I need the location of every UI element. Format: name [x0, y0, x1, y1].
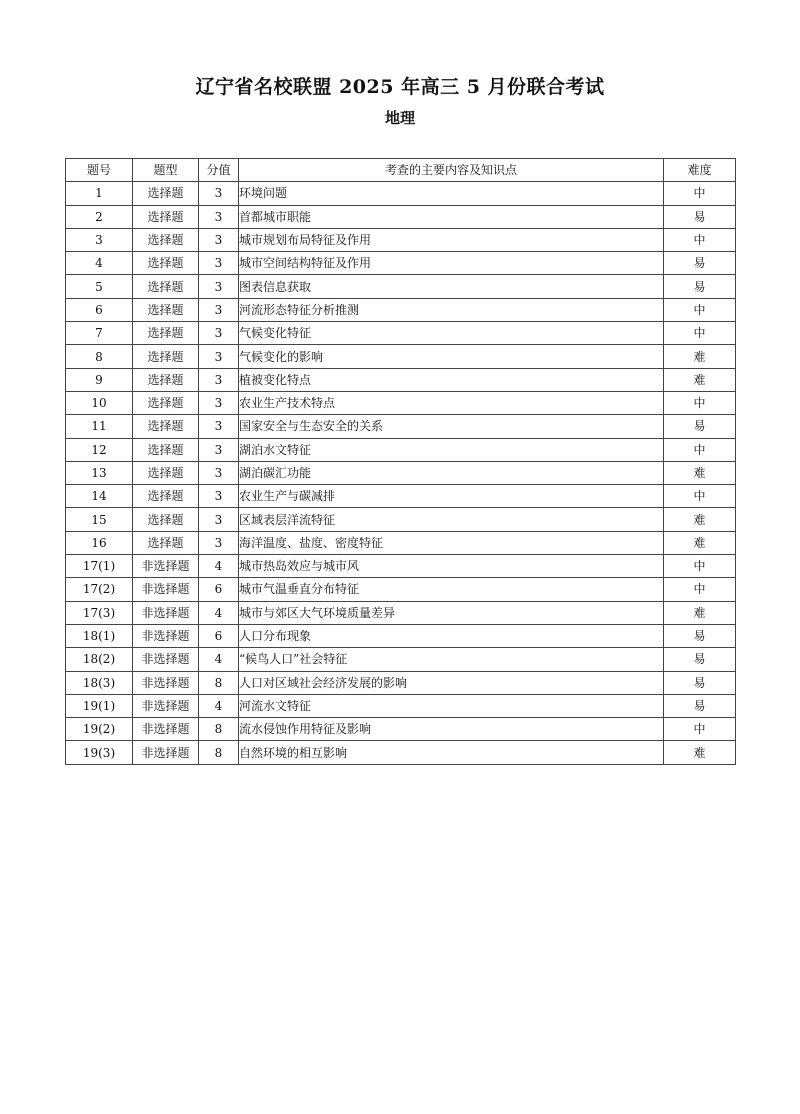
cell-difficulty: 易: [664, 671, 736, 694]
cell-number: 4: [66, 252, 133, 275]
cell-content: 城市与郊区大气环境质量差异: [239, 601, 664, 624]
cell-difficulty: 中: [664, 391, 736, 414]
header-type: 题型: [133, 159, 199, 182]
table-row: [66, 275, 736, 298]
cell-content: 图表信息获取: [239, 275, 664, 298]
cell-type: 选择题: [133, 228, 199, 251]
cell-difficulty: 中: [664, 578, 736, 601]
cell-type: 非选择题: [133, 601, 199, 624]
table-row: [66, 694, 736, 717]
cell-score: 3: [199, 438, 239, 461]
header-score: 分值: [199, 159, 239, 182]
cell-number: 13: [66, 461, 133, 484]
cell-score: 4: [199, 648, 239, 671]
cell-number: 18(2): [66, 648, 133, 671]
cell-type: 选择题: [133, 531, 199, 554]
cell-type: 非选择题: [133, 648, 199, 671]
cell-number: 17(3): [66, 601, 133, 624]
cell-type: 非选择题: [133, 694, 199, 717]
cell-type: 选择题: [133, 252, 199, 275]
cell-number: 2: [66, 205, 133, 228]
cell-type: 选择题: [133, 485, 199, 508]
cell-difficulty: 难: [664, 531, 736, 554]
table-row: [66, 252, 736, 275]
cell-score: 8: [199, 718, 239, 741]
cell-score: 4: [199, 601, 239, 624]
cell-number: 7: [66, 322, 133, 345]
cell-content: 国家安全与生态安全的关系: [239, 415, 664, 438]
cell-content: 气候变化的影响: [239, 345, 664, 368]
cell-content: 海洋温度、盐度、密度特征: [239, 531, 664, 554]
cell-number: 18(3): [66, 671, 133, 694]
table-row: [66, 298, 736, 321]
cell-score: 3: [199, 252, 239, 275]
cell-type: 选择题: [133, 461, 199, 484]
cell-content: 流水侵蚀作用特征及影响: [239, 718, 664, 741]
cell-score: 8: [199, 741, 239, 764]
cell-content: “候鸟人口”社会特征: [239, 648, 664, 671]
cell-difficulty: 难: [664, 508, 736, 531]
table-row: [66, 741, 736, 764]
cell-content: 河流形态特征分析推测: [239, 298, 664, 321]
cell-score: 3: [199, 298, 239, 321]
cell-difficulty: 易: [664, 415, 736, 438]
cell-type: 非选择题: [133, 624, 199, 647]
cell-difficulty: 中: [664, 298, 736, 321]
cell-score: 3: [199, 322, 239, 345]
cell-difficulty: 中: [664, 438, 736, 461]
cell-number: 9: [66, 368, 133, 391]
cell-number: 12: [66, 438, 133, 461]
cell-content: 区域表层洋流特征: [239, 508, 664, 531]
cell-content: 农业生产技术特点: [239, 391, 664, 414]
cell-content: 人口分布现象: [239, 624, 664, 647]
cell-type: 选择题: [133, 345, 199, 368]
cell-type: 选择题: [133, 368, 199, 391]
cell-score: 3: [199, 508, 239, 531]
table-row: [66, 718, 736, 741]
cell-score: 3: [199, 228, 239, 251]
cell-type: 非选择题: [133, 555, 199, 578]
cell-type: 选择题: [133, 438, 199, 461]
cell-type: 非选择题: [133, 741, 199, 764]
header-content: 考查的主要内容及知识点: [239, 159, 664, 182]
cell-number: 11: [66, 415, 133, 438]
table-row: [66, 228, 736, 251]
cell-number: 19(2): [66, 718, 133, 741]
cell-type: 选择题: [133, 182, 199, 205]
table-row: [66, 555, 736, 578]
cell-number: 1: [66, 182, 133, 205]
cell-type: 选择题: [133, 415, 199, 438]
cell-content: 人口对区域社会经济发展的影响: [239, 671, 664, 694]
table-row: [66, 508, 736, 531]
cell-type: 非选择题: [133, 718, 199, 741]
cell-difficulty: 中: [664, 182, 736, 205]
cell-score: 4: [199, 555, 239, 578]
cell-content: 湖泊碳汇功能: [239, 461, 664, 484]
cell-number: 19(3): [66, 741, 133, 764]
table-row: [66, 671, 736, 694]
cell-number: 17(2): [66, 578, 133, 601]
subject-title: 地理: [384, 109, 415, 127]
cell-difficulty: 难: [664, 461, 736, 484]
cell-content: 环境问题: [239, 182, 664, 205]
cell-type: 非选择题: [133, 671, 199, 694]
cell-number: 14: [66, 485, 133, 508]
cell-difficulty: 中: [664, 555, 736, 578]
cell-type: 选择题: [133, 508, 199, 531]
cell-difficulty: 易: [664, 624, 736, 647]
cell-number: 17(1): [66, 555, 133, 578]
cell-difficulty: 中: [664, 485, 736, 508]
table-body: [66, 182, 736, 764]
cell-content: 河流水文特征: [239, 694, 664, 717]
cell-number: 16: [66, 531, 133, 554]
cell-score: 3: [199, 368, 239, 391]
cell-difficulty: 易: [664, 648, 736, 671]
table-row: [66, 578, 736, 601]
cell-difficulty: 易: [664, 205, 736, 228]
table-row: [66, 485, 736, 508]
cell-score: 3: [199, 391, 239, 414]
cell-content: 城市气温垂直分布特征: [239, 578, 664, 601]
table-row: [66, 205, 736, 228]
cell-score: 3: [199, 461, 239, 484]
cell-difficulty: 难: [664, 345, 736, 368]
cell-content: 城市空间结构特征及作用: [239, 252, 664, 275]
cell-content: 植被变化特点: [239, 368, 664, 391]
cell-content: 气候变化特征: [239, 322, 664, 345]
table-row: [66, 182, 736, 205]
cell-type: 选择题: [133, 322, 199, 345]
cell-type: 选择题: [133, 298, 199, 321]
cell-type: 非选择题: [133, 578, 199, 601]
table-row: [66, 601, 736, 624]
cell-difficulty: 难: [664, 741, 736, 764]
cell-difficulty: 易: [664, 275, 736, 298]
cell-score: 3: [199, 415, 239, 438]
cell-content: 城市热岛效应与城市风: [239, 555, 664, 578]
cell-difficulty: 中: [664, 718, 736, 741]
cell-content: 湖泊水文特征: [239, 438, 664, 461]
cell-type: 选择题: [133, 275, 199, 298]
cell-score: 6: [199, 624, 239, 647]
cell-content: 城市规划布局特征及作用: [239, 228, 664, 251]
table-row: [66, 415, 736, 438]
cell-number: 19(1): [66, 694, 133, 717]
document-title: 辽宁省名校联盟 2025 年高三 5 月份联合考试: [195, 76, 605, 98]
cell-difficulty: 易: [664, 252, 736, 275]
table-row: [66, 322, 736, 345]
cell-score: 3: [199, 531, 239, 554]
cell-score: 3: [199, 275, 239, 298]
cell-difficulty: 中: [664, 228, 736, 251]
cell-content: 首都城市职能: [239, 205, 664, 228]
cell-score: 8: [199, 671, 239, 694]
table-row: [66, 648, 736, 671]
table-row: [66, 531, 736, 554]
table-row: [66, 461, 736, 484]
cell-number: 10: [66, 391, 133, 414]
cell-difficulty: 难: [664, 601, 736, 624]
cell-score: 3: [199, 485, 239, 508]
cell-number: 18(1): [66, 624, 133, 647]
table-row: [66, 624, 736, 647]
table-row: [66, 391, 736, 414]
cell-number: 8: [66, 345, 133, 368]
table-header-row: [66, 159, 736, 182]
table-row: [66, 345, 736, 368]
cell-difficulty: 易: [664, 694, 736, 717]
cell-content: 农业生产与碳减排: [239, 485, 664, 508]
header-number: 题号: [66, 159, 133, 182]
cell-number: 15: [66, 508, 133, 531]
cell-type: 选择题: [133, 205, 199, 228]
cell-score: 4: [199, 694, 239, 717]
exam-analysis-table: [65, 158, 736, 765]
cell-difficulty: 难: [664, 368, 736, 391]
cell-score: 3: [199, 182, 239, 205]
cell-score: 6: [199, 578, 239, 601]
cell-difficulty: 中: [664, 322, 736, 345]
cell-score: 3: [199, 205, 239, 228]
table-row: [66, 438, 736, 461]
cell-number: 5: [66, 275, 133, 298]
cell-number: 6: [66, 298, 133, 321]
cell-number: 3: [66, 228, 133, 251]
table-row: [66, 368, 736, 391]
header-difficulty: 难度: [664, 159, 736, 182]
cell-content: 自然环境的相互影响: [239, 741, 664, 764]
cell-type: 选择题: [133, 391, 199, 414]
cell-score: 3: [199, 345, 239, 368]
